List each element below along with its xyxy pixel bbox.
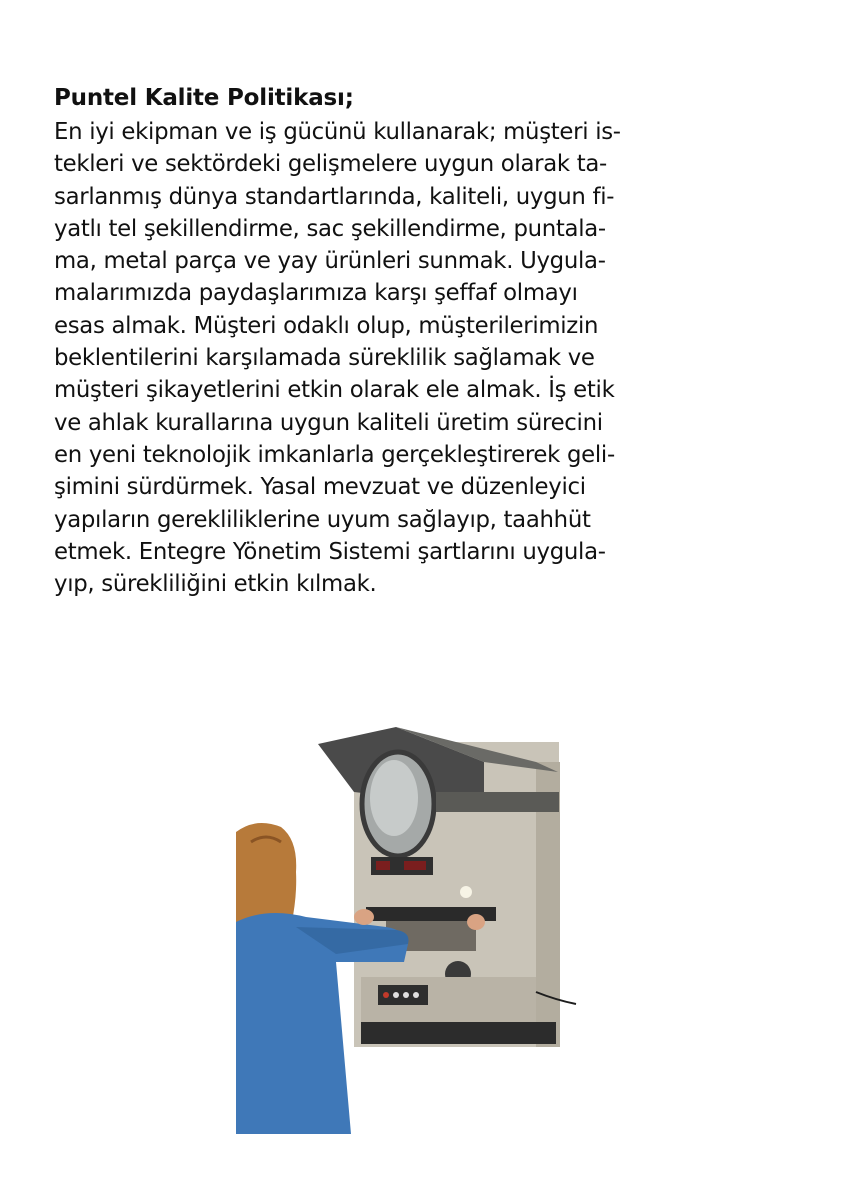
paragraph-line: ma, metal parça ve yay ürünleri sunmak. Uygula-	[54, 248, 606, 275]
lamp-lens	[460, 886, 472, 898]
display-readout	[404, 861, 426, 870]
operator-hand	[467, 914, 485, 930]
paragraph-line: beklentilerini karşılamada süreklilik sağlamak ve	[54, 345, 595, 372]
paragraph-line: sarlanmış dünya standartlarında, kaliteli, uygun fi-	[54, 183, 615, 210]
profile-projector-photo	[236, 722, 581, 1134]
paragraph-line: şimini sürdürmek. Yasal mevzuat ve düzenleyici	[54, 474, 586, 501]
paragraph-line: etmek. Entegre Yönetim Sistemi şartlarını uygula-	[54, 538, 606, 565]
display-readout	[376, 861, 390, 870]
policy-paragraph	[54, 116, 794, 600]
paragraph-line: esas almak. Müşteri odaklı olup, müşterilerimizin	[54, 312, 599, 339]
policy-heading: Puntel Kalite Politikası;	[54, 85, 354, 111]
white-button	[403, 992, 409, 998]
machine-band	[436, 792, 559, 812]
operator-hand	[354, 909, 374, 925]
paragraph-line: yatlı tel şekillendirme, sac şekillendirme, puntala-	[54, 215, 606, 242]
paragraph-line: ve ahlak kurallarına uygun kaliteli üretim sürecini	[54, 409, 603, 436]
paragraph-line: müşteri şikayetlerini etkin olarak ele almak. İş etik	[54, 377, 615, 404]
red-button	[383, 992, 389, 998]
paragraph-line: en yeni teknolojik imkanlarla gerçekleştirerek geli-	[54, 441, 615, 468]
paragraph-line: malarımızda paydaşlarımıza karşı şeffaf olmayı	[54, 280, 578, 307]
quality-policy-text	[54, 80, 794, 600]
paragraph-line: yapıların gerekliliklerine uyum sağlayıp, taahhüt	[54, 506, 591, 533]
machine-base	[361, 1022, 556, 1044]
paragraph-line: En iyi ekipman ve iş gücünü kullanarak; müşteri is-	[54, 119, 621, 145]
screen-glare	[370, 760, 418, 836]
white-button	[393, 992, 399, 998]
white-button	[413, 992, 419, 998]
paragraph-line: tekleri ve sektördeki gelişmelere uygun olarak ta-	[54, 151, 607, 178]
paragraph-line: yıp, sürekliliğini etkin kılmak.	[54, 571, 377, 598]
